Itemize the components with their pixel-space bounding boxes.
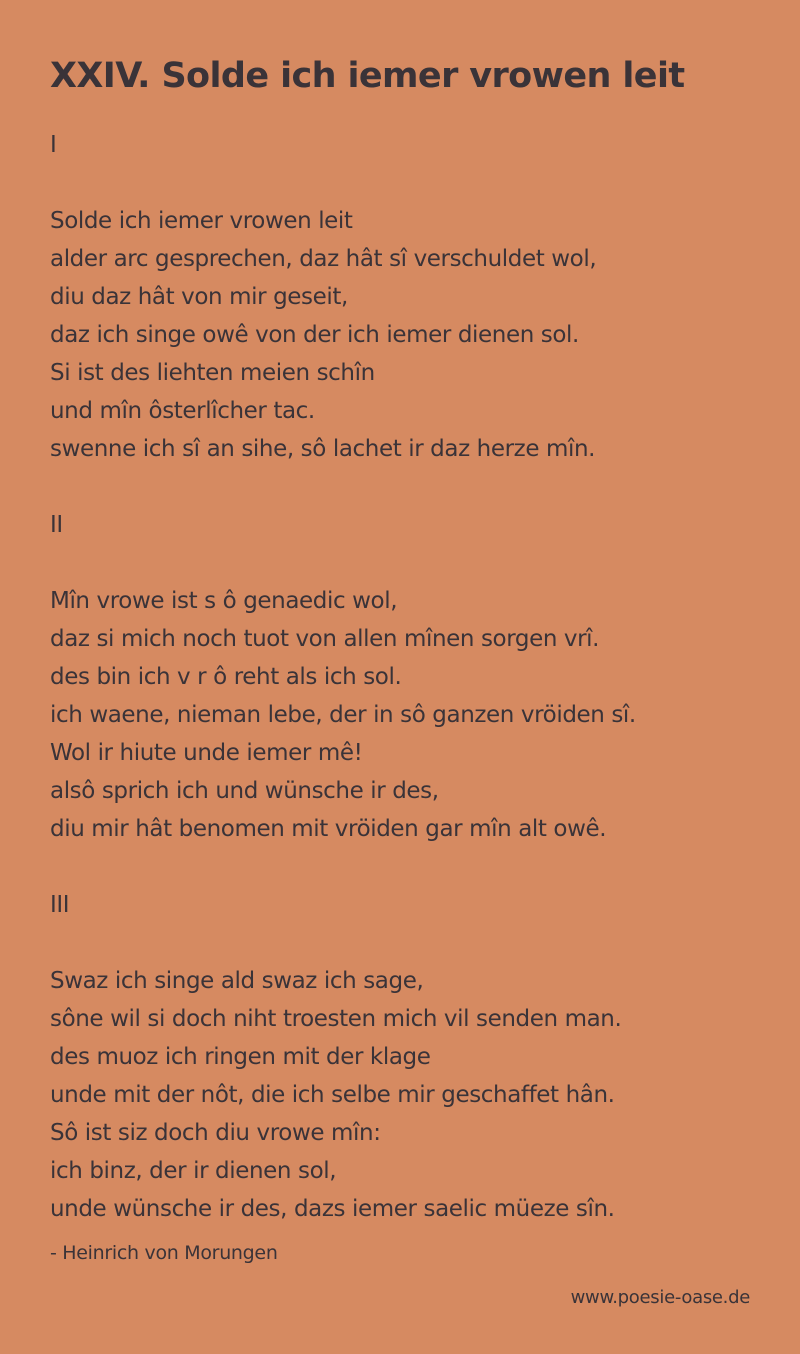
poem-line: alder arc gesprechen, daz hât sî verschuldet wol, bbox=[50, 246, 597, 272]
stanza-spacer bbox=[50, 468, 760, 506]
stanza-text bbox=[50, 202, 760, 468]
stanza-text bbox=[50, 962, 760, 1228]
poem-page bbox=[50, 52, 760, 1268]
poem-line: sône wil si doch niht troesten mich vil senden man. bbox=[50, 1006, 622, 1032]
poem-line: des muoz ich ringen mit der klage bbox=[50, 1044, 431, 1070]
poem-line: ich waene, nieman lebe, der in sô ganzen vröiden sî. bbox=[50, 702, 636, 728]
poem-line: Swaz ich singe ald swaz ich sage, bbox=[50, 968, 424, 994]
poem-line: ich binz, der ir dienen sol, bbox=[50, 1158, 337, 1184]
stanza-number: II bbox=[50, 512, 63, 538]
poem-line: daz ich singe owê von der ich iemer dienen sol. bbox=[50, 322, 579, 348]
poem-line: des bin ich v r ô reht als ich sol. bbox=[50, 664, 402, 690]
poem-line: daz si mich noch tuot von allen mînen sorgen vrî. bbox=[50, 626, 600, 652]
poem-line: und mîn ôsterlîcher tac. bbox=[50, 398, 315, 424]
poem-line: Sô ist siz doch diu vrowe mîn: bbox=[50, 1120, 381, 1146]
poem-author: - Heinrich von Morungen bbox=[50, 1242, 278, 1264]
stanza-number: I bbox=[50, 132, 57, 158]
stanza-1 bbox=[50, 126, 760, 468]
stanza-spacer bbox=[50, 848, 760, 886]
stanza-2 bbox=[50, 506, 760, 848]
stanza-3 bbox=[50, 886, 760, 1228]
poem-line: Mîn vrowe ist s ô genaedic wol, bbox=[50, 588, 398, 614]
poem-line: diu daz hât von mir geseit, bbox=[50, 284, 348, 310]
poem-line: Si ist des liehten meien schîn bbox=[50, 360, 375, 386]
poem-line: unde wünsche ir des, dazs iemer saelic müeze sîn. bbox=[50, 1196, 615, 1222]
poem-line: alsô sprich ich und wünsche ir des, bbox=[50, 778, 439, 804]
poem-line: Solde ich iemer vrowen leit bbox=[50, 208, 353, 234]
poem-title: XXIV. Solde ich iemer vrowen leit bbox=[50, 56, 685, 96]
poem-line: unde mit der nôt, die ich selbe mir geschaffet hân. bbox=[50, 1082, 615, 1108]
poem-line: swenne ich sî an sihe, sô lachet ir daz herze mîn. bbox=[50, 436, 596, 462]
stanza-text bbox=[50, 582, 760, 848]
poem-line: Wol ir hiute unde iemer mê! bbox=[50, 740, 363, 766]
poem-line: diu mir hât benomen mit vröiden gar mîn alt owê. bbox=[50, 816, 607, 842]
website-url: www.poesie-oase.de bbox=[570, 1287, 750, 1308]
stanza-number: III bbox=[50, 892, 70, 918]
